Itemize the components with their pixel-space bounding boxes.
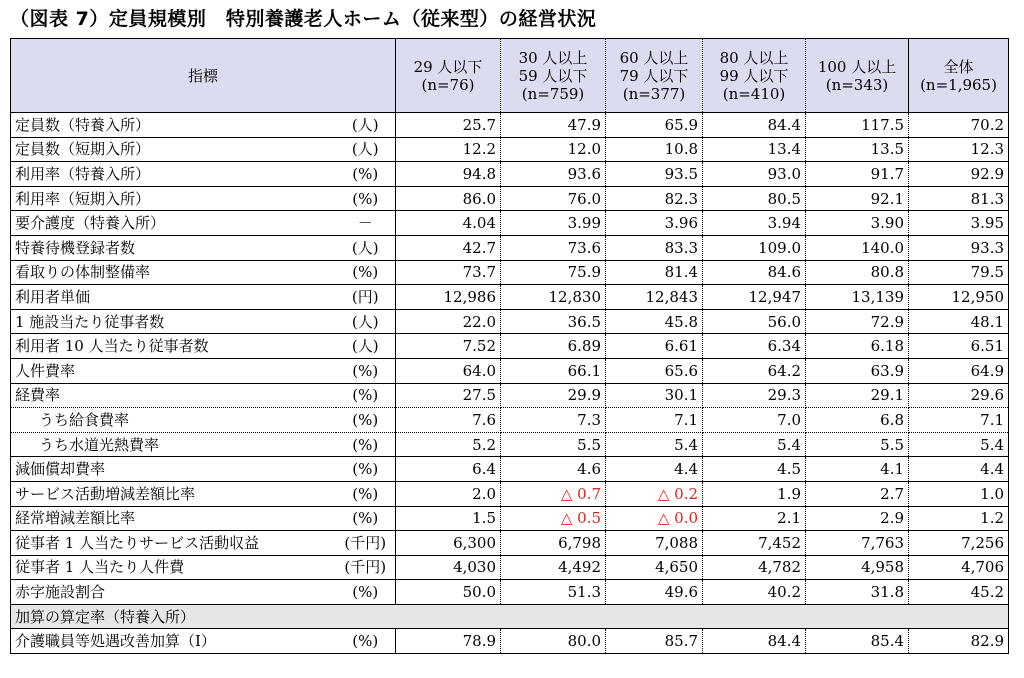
row-unit: (人) bbox=[336, 235, 396, 260]
cell-value: 1.9 bbox=[703, 481, 806, 506]
column-header-line: 29 人以下 bbox=[413, 57, 483, 76]
cell-value: 42.7 bbox=[396, 235, 501, 260]
cell-value: 4,030 bbox=[396, 555, 501, 580]
cell-value: 6,300 bbox=[396, 531, 501, 556]
cell-value: 92.1 bbox=[806, 186, 909, 211]
cell-value: 86.0 bbox=[396, 186, 501, 211]
table-row bbox=[11, 531, 1009, 556]
cell-value: △ 0.5 bbox=[501, 506, 606, 531]
table-row bbox=[11, 285, 1009, 310]
cell-value: 7,256 bbox=[909, 531, 1009, 556]
table-row bbox=[11, 211, 1009, 236]
column-header bbox=[806, 39, 909, 113]
row-label: 介護職員等処遇改善加算（Ⅰ） bbox=[11, 629, 336, 654]
column-header bbox=[703, 39, 806, 113]
cell-value: 92.9 bbox=[909, 162, 1009, 187]
cell-value: 4.04 bbox=[396, 211, 501, 236]
cell-value: 30.1 bbox=[606, 383, 703, 408]
column-header-line: (n=377) bbox=[622, 84, 686, 103]
table-row bbox=[11, 235, 1009, 260]
cell-value: 3.96 bbox=[606, 211, 703, 236]
cell-value: 29.9 bbox=[501, 383, 606, 408]
table-row bbox=[11, 629, 1009, 654]
cell-value: 64.9 bbox=[909, 358, 1009, 383]
cell-value: 63.9 bbox=[806, 358, 909, 383]
cell-value: 29.1 bbox=[806, 383, 909, 408]
table-row bbox=[11, 432, 1009, 457]
row-label: 利用率（特養入所） bbox=[11, 162, 336, 187]
cell-value: 3.95 bbox=[909, 211, 1009, 236]
row-label: 1 施設当たり従事者数 bbox=[11, 309, 336, 334]
cell-value: 51.3 bbox=[501, 580, 606, 605]
cell-value: 2.0 bbox=[396, 481, 501, 506]
cell-value: 109.0 bbox=[703, 235, 806, 260]
cell-value: 4,706 bbox=[909, 555, 1009, 580]
cell-value: 12.3 bbox=[909, 137, 1009, 162]
cell-value: 93.6 bbox=[501, 162, 606, 187]
column-header bbox=[501, 39, 606, 113]
cell-value: 7,452 bbox=[703, 531, 806, 556]
cell-value: 13.4 bbox=[703, 137, 806, 162]
cell-value: 140.0 bbox=[806, 235, 909, 260]
cell-value: 29.6 bbox=[909, 383, 1009, 408]
cell-value: 1.5 bbox=[396, 506, 501, 531]
cell-value: 2.7 bbox=[806, 481, 909, 506]
cell-value: 48.1 bbox=[909, 309, 1009, 334]
row-unit: (%) bbox=[336, 481, 396, 506]
row-label: 人件費率 bbox=[11, 358, 336, 383]
cell-value: 6.18 bbox=[806, 334, 909, 359]
cell-value: 4,492 bbox=[501, 555, 606, 580]
table-title: （図表 7）定員規模別 特別養護老人ホーム（従来型）の経営状況 bbox=[10, 8, 597, 30]
row-label: 看取りの体制整備率 bbox=[11, 260, 336, 285]
row-unit: (%) bbox=[336, 506, 396, 531]
column-header-line: 60 人以上 bbox=[619, 48, 689, 67]
cell-value: 13.5 bbox=[806, 137, 909, 162]
table-row bbox=[11, 481, 1009, 506]
cell-value: 5.4 bbox=[909, 432, 1009, 457]
table-row bbox=[11, 260, 1009, 285]
cell-value: 50.0 bbox=[396, 580, 501, 605]
cell-value: 25.7 bbox=[396, 113, 501, 138]
row-unit: (%) bbox=[336, 629, 396, 654]
cell-value: 5.2 bbox=[396, 432, 501, 457]
cell-value: 5.5 bbox=[806, 432, 909, 457]
cell-value: 4.4 bbox=[606, 457, 703, 482]
cell-value: 80.5 bbox=[703, 186, 806, 211]
row-label: 従事者 1 人当たりサービス活動収益 bbox=[11, 531, 336, 556]
row-unit: (%) bbox=[336, 162, 396, 187]
cell-value: 5.4 bbox=[703, 432, 806, 457]
column-header-line: 59 人以下 bbox=[518, 66, 588, 85]
cell-value: 56.0 bbox=[703, 309, 806, 334]
cell-value: 31.8 bbox=[806, 580, 909, 605]
cell-value: 4.6 bbox=[501, 457, 606, 482]
cell-value: 7,088 bbox=[606, 531, 703, 556]
cell-value: 80.0 bbox=[501, 629, 606, 654]
cell-value: 84.4 bbox=[703, 113, 806, 138]
cell-value: △ 0.2 bbox=[606, 481, 703, 506]
table-row bbox=[11, 334, 1009, 359]
cell-value: 3.94 bbox=[703, 211, 806, 236]
cell-value: 7.1 bbox=[606, 408, 703, 433]
row-unit: (%) bbox=[336, 383, 396, 408]
cell-value: 93.0 bbox=[703, 162, 806, 187]
row-unit: (%) bbox=[336, 186, 396, 211]
cell-value: 6.51 bbox=[909, 334, 1009, 359]
cell-value: 12,950 bbox=[909, 285, 1009, 310]
cell-value: 81.4 bbox=[606, 260, 703, 285]
cell-value: 1.0 bbox=[909, 481, 1009, 506]
table-row bbox=[11, 383, 1009, 408]
cell-value: 6.34 bbox=[703, 334, 806, 359]
row-unit: (人) bbox=[336, 137, 396, 162]
table-row bbox=[11, 358, 1009, 383]
row-label: 従事者 1 人当たり人件費 bbox=[11, 555, 336, 580]
cell-value: 45.8 bbox=[606, 309, 703, 334]
section-row bbox=[11, 604, 1009, 629]
cell-value: 10.8 bbox=[606, 137, 703, 162]
cell-value: 78.9 bbox=[396, 629, 501, 654]
cell-value: 117.5 bbox=[806, 113, 909, 138]
row-unit: (%) bbox=[336, 260, 396, 285]
section-label: 加算の算定率（特養入所） bbox=[11, 604, 1009, 629]
cell-value: 65.6 bbox=[606, 358, 703, 383]
cell-value: 7.0 bbox=[703, 408, 806, 433]
cell-value: 70.2 bbox=[909, 113, 1009, 138]
table-row bbox=[11, 186, 1009, 211]
row-unit: (人) bbox=[336, 113, 396, 138]
row-label: 要介護度（特養入所） bbox=[11, 211, 336, 236]
cell-value: 6.4 bbox=[396, 457, 501, 482]
cell-value: 5.4 bbox=[606, 432, 703, 457]
row-unit: － bbox=[336, 211, 396, 236]
cell-value: 82.3 bbox=[606, 186, 703, 211]
cell-value: 6.8 bbox=[806, 408, 909, 433]
cell-value: 75.9 bbox=[501, 260, 606, 285]
column-header-line: (n=76) bbox=[421, 75, 475, 94]
cell-value: 73.6 bbox=[501, 235, 606, 260]
table-row bbox=[11, 555, 1009, 580]
row-unit: (人) bbox=[336, 309, 396, 334]
cell-value: 72.9 bbox=[806, 309, 909, 334]
cell-value: 66.1 bbox=[501, 358, 606, 383]
cell-value: 3.90 bbox=[806, 211, 909, 236]
cell-value: 4.1 bbox=[806, 457, 909, 482]
cell-value: 84.4 bbox=[703, 629, 806, 654]
row-label: 経常増減差額比率 bbox=[11, 506, 336, 531]
row-unit: (円) bbox=[336, 285, 396, 310]
cell-value: 40.2 bbox=[703, 580, 806, 605]
row-label: 特養待機登録者数 bbox=[11, 235, 336, 260]
management-status-table bbox=[10, 38, 1009, 654]
cell-value: 1.2 bbox=[909, 506, 1009, 531]
indicator-header: 指標 bbox=[11, 39, 396, 113]
row-label: 経費率 bbox=[11, 383, 336, 408]
table-row bbox=[11, 580, 1009, 605]
cell-value: 4,782 bbox=[703, 555, 806, 580]
table-row bbox=[11, 408, 1009, 433]
cell-value: 6.61 bbox=[606, 334, 703, 359]
cell-value: 4.4 bbox=[909, 457, 1009, 482]
row-label: 赤字施設割合 bbox=[11, 580, 336, 605]
row-label: 利用者単価 bbox=[11, 285, 336, 310]
table-row bbox=[11, 457, 1009, 482]
cell-value: 12.0 bbox=[501, 137, 606, 162]
cell-value: 47.9 bbox=[501, 113, 606, 138]
header-row bbox=[11, 39, 1009, 113]
cell-value: 29.3 bbox=[703, 383, 806, 408]
column-header-line: 30 人以上 bbox=[518, 48, 588, 67]
cell-value: 3.99 bbox=[501, 211, 606, 236]
table-row bbox=[11, 309, 1009, 334]
table-row bbox=[11, 506, 1009, 531]
cell-value: 81.3 bbox=[909, 186, 1009, 211]
cell-value: 22.0 bbox=[396, 309, 501, 334]
cell-value: 91.7 bbox=[806, 162, 909, 187]
column-header-line: 80 人以上 bbox=[719, 48, 789, 67]
column-header-line: 79 人以下 bbox=[619, 66, 689, 85]
column-header-line: 99 人以下 bbox=[719, 66, 789, 85]
cell-value: 2.9 bbox=[806, 506, 909, 531]
cell-value: △ 0.0 bbox=[606, 506, 703, 531]
column-header-line: (n=1,965) bbox=[920, 75, 997, 94]
table-row bbox=[11, 113, 1009, 138]
cell-value: 49.6 bbox=[606, 580, 703, 605]
column-header-line: 全体 bbox=[943, 57, 974, 76]
row-label: 減価償却費率 bbox=[11, 457, 336, 482]
cell-value: 93.5 bbox=[606, 162, 703, 187]
row-unit: (%) bbox=[336, 457, 396, 482]
cell-value: 4,650 bbox=[606, 555, 703, 580]
cell-value: 2.1 bbox=[703, 506, 806, 531]
row-unit: (人) bbox=[336, 334, 396, 359]
cell-value: 85.4 bbox=[806, 629, 909, 654]
cell-value: 7.6 bbox=[396, 408, 501, 433]
cell-value: 27.5 bbox=[396, 383, 501, 408]
row-unit: (%) bbox=[336, 580, 396, 605]
cell-value: 93.3 bbox=[909, 235, 1009, 260]
cell-value: 12.2 bbox=[396, 137, 501, 162]
cell-value: 12,843 bbox=[606, 285, 703, 310]
cell-value: 76.0 bbox=[501, 186, 606, 211]
cell-value: 6.89 bbox=[501, 334, 606, 359]
cell-value: 4.5 bbox=[703, 457, 806, 482]
cell-value: 73.7 bbox=[396, 260, 501, 285]
row-unit: (千円) bbox=[336, 555, 396, 580]
row-label: 定員数（短期入所） bbox=[11, 137, 336, 162]
cell-value: 80.8 bbox=[806, 260, 909, 285]
table-row bbox=[11, 137, 1009, 162]
cell-value: 12,986 bbox=[396, 285, 501, 310]
row-unit: (%) bbox=[336, 408, 396, 433]
cell-value: 7.1 bbox=[909, 408, 1009, 433]
column-header bbox=[396, 39, 501, 113]
cell-value: 94.8 bbox=[396, 162, 501, 187]
cell-value: 64.0 bbox=[396, 358, 501, 383]
cell-value: 83.3 bbox=[606, 235, 703, 260]
cell-value: 6,798 bbox=[501, 531, 606, 556]
cell-value: 79.5 bbox=[909, 260, 1009, 285]
cell-value: 84.6 bbox=[703, 260, 806, 285]
cell-value: 65.9 bbox=[606, 113, 703, 138]
cell-value: 13,139 bbox=[806, 285, 909, 310]
row-label: 利用率（短期入所） bbox=[11, 186, 336, 211]
cell-value: 7,763 bbox=[806, 531, 909, 556]
cell-value: 45.2 bbox=[909, 580, 1009, 605]
row-label: 定員数（特養入所） bbox=[11, 113, 336, 138]
row-unit: (%) bbox=[336, 358, 396, 383]
row-label: うち給食費率 bbox=[11, 408, 336, 433]
cell-value: 85.7 bbox=[606, 629, 703, 654]
column-header bbox=[606, 39, 703, 113]
cell-value: 64.2 bbox=[703, 358, 806, 383]
cell-value: 36.5 bbox=[501, 309, 606, 334]
row-label: 利用者 10 人当たり従事者数 bbox=[11, 334, 336, 359]
column-header-line: 100 人以上 bbox=[817, 57, 897, 76]
row-label: うち水道光熱費率 bbox=[11, 432, 336, 457]
table-row bbox=[11, 162, 1009, 187]
column-header-line: (n=410) bbox=[722, 84, 786, 103]
row-unit: (%) bbox=[336, 432, 396, 457]
cell-value: 82.9 bbox=[909, 629, 1009, 654]
column-header-line: (n=759) bbox=[521, 84, 585, 103]
row-label: サービス活動増減差額比率 bbox=[11, 481, 336, 506]
cell-value: 12,830 bbox=[501, 285, 606, 310]
cell-value: 7.3 bbox=[501, 408, 606, 433]
cell-value: 12,947 bbox=[703, 285, 806, 310]
cell-value: 4,958 bbox=[806, 555, 909, 580]
cell-value: 5.5 bbox=[501, 432, 606, 457]
table-body bbox=[11, 113, 1009, 654]
cell-value: △ 0.7 bbox=[501, 481, 606, 506]
column-header-line: (n=343) bbox=[825, 75, 889, 94]
row-unit: (千円) bbox=[336, 531, 396, 556]
column-header bbox=[909, 39, 1009, 113]
cell-value: 7.52 bbox=[396, 334, 501, 359]
